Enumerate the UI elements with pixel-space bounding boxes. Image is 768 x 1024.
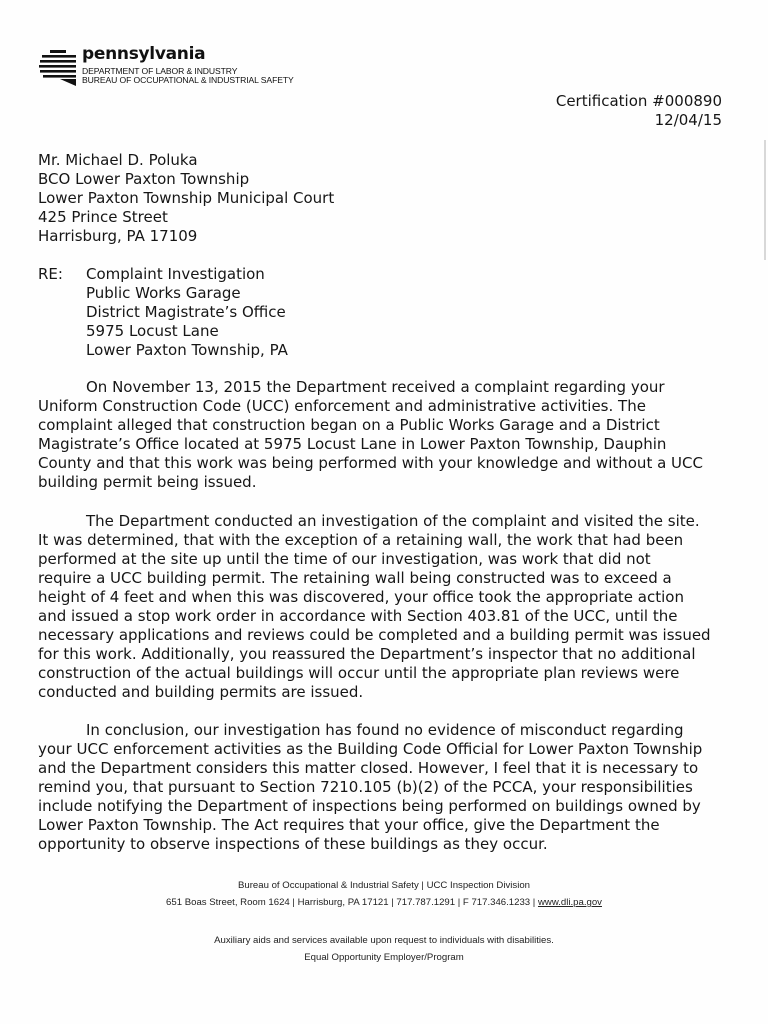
- paragraph-line: Uniform Construction Code (UCC) enforcement and administrative activities. The: [38, 397, 646, 415]
- recipient-line: 425 Prince Street: [38, 208, 168, 226]
- department-name: DEPARTMENT OF LABOR & INDUSTRY: [82, 66, 238, 76]
- recipient-address: [38, 151, 334, 246]
- footer-website-link[interactable]: www.dli.pa.gov: [537, 897, 602, 908]
- paragraph-line: The Department conducted an investigation of the complaint and visited the site.: [86, 512, 700, 530]
- scan-edge-mark: [764, 140, 766, 260]
- recipient-line: Lower Paxton Township Municipal Court: [38, 189, 335, 207]
- re-line: 5975 Locust Lane: [86, 322, 219, 340]
- re-label: RE:: [38, 265, 63, 283]
- footer-accessibility: Auxiliary aids and services available upon request to individuals with disabilities.: [214, 935, 554, 946]
- recipient-line: BCO Lower Paxton Township: [38, 170, 250, 188]
- paragraph-line: require a UCC building permit. The retaining wall being constructed was to exceed a: [38, 569, 672, 587]
- paragraph-line: It was determined, that with the exception of a retaining wall, the work that had been: [38, 531, 684, 549]
- footer-address: 651 Boas Street, Room 1624 | Harrisburg, PA 17121 | 717.787.1291 | F 717.346.1233 |: [166, 897, 538, 908]
- paragraph-line: your UCC enforcement activities as the Building Code Official for Lower Paxton Township: [38, 740, 703, 758]
- bureau-name: BUREAU OF OCCUPATIONAL & INDUSTRIAL SAFETY: [82, 75, 294, 85]
- re-subject: [86, 265, 288, 360]
- paragraph-conclusion: [38, 721, 728, 854]
- paragraph-line: and issued a stop work order in accordance with Section 403.81 of the UCC, until the: [38, 607, 678, 625]
- paragraph-line: In conclusion, our investigation has found no evidence of misconduct regarding: [86, 721, 684, 739]
- certification-block: [556, 92, 722, 130]
- keystone-logo-icon: [36, 46, 80, 90]
- paragraph-line: County and that this work was being performed with your knowledge and without a UCC: [38, 454, 703, 472]
- footer-bureau: Bureau of Occupational & Industrial Safety | UCC Inspection Division: [237, 880, 531, 891]
- paragraph-line: On November 13, 2015 the Department received a complaint regarding your: [86, 378, 665, 396]
- paragraph-line: remind you, that pursuant to Section 7210.105 (b)(2) of the PCCA, your responsibilities: [38, 778, 693, 796]
- paragraph-investigation: [38, 512, 728, 702]
- paragraph-line: include notifying the Department of inspections being performed on buildings owned by: [38, 797, 701, 815]
- paragraph-line: complaint alleged that construction began on a Public Works Garage and a District: [38, 416, 660, 434]
- paragraph-line: Lower Paxton Township. The Act requires that your office, give the Department the: [38, 816, 660, 834]
- recipient-line: Mr. Michael D. Poluka: [38, 151, 198, 169]
- re-line: Complaint Investigation: [86, 265, 265, 283]
- footer-eeo: Equal Opportunity Employer/Program: [304, 952, 464, 963]
- paragraph-line: conducted and building permits are issued.: [38, 683, 364, 701]
- paragraph-line: Magistrate’s Office located at 5975 Locust Lane in Lower Paxton Township, Dauphin: [38, 435, 667, 453]
- recipient-line: Harrisburg, PA 17109: [38, 227, 198, 245]
- paragraph-line: and the Department considers this matter closed. However, I feel that it is necessary to: [38, 759, 699, 777]
- paragraph-line: performed at the site up until the time of our investigation, was work that did not: [38, 550, 651, 568]
- paragraph-complaint: [38, 378, 728, 492]
- paragraph-line: opportunity to observe inspections of these buildings as they occur.: [38, 835, 548, 853]
- paragraph-line: construction of the actual buildings will occur until the appropriate plan reviews were: [38, 664, 680, 682]
- paragraph-line: height of 4 feet and when this was discovered, your office took the appropriate action: [38, 588, 684, 606]
- re-line: Lower Paxton Township, PA: [86, 341, 288, 359]
- footer-contact: [0, 897, 768, 908]
- paragraph-line: for this work. Additionally, you reassured the Department’s inspector that no additional: [38, 645, 696, 663]
- certification-number: Certification #000890: [555, 92, 722, 110]
- paragraph-line: building permit being issued.: [38, 473, 257, 491]
- brand-name: pennsylvania: [82, 44, 206, 64]
- paragraph-line: necessary applications and reviews could be completed and a building permit was issued: [38, 626, 711, 644]
- re-line: Public Works Garage: [86, 284, 241, 302]
- re-line: District Magistrate’s Office: [86, 303, 286, 321]
- letterhead: [36, 44, 336, 94]
- certification-date: 12/04/15: [654, 111, 722, 129]
